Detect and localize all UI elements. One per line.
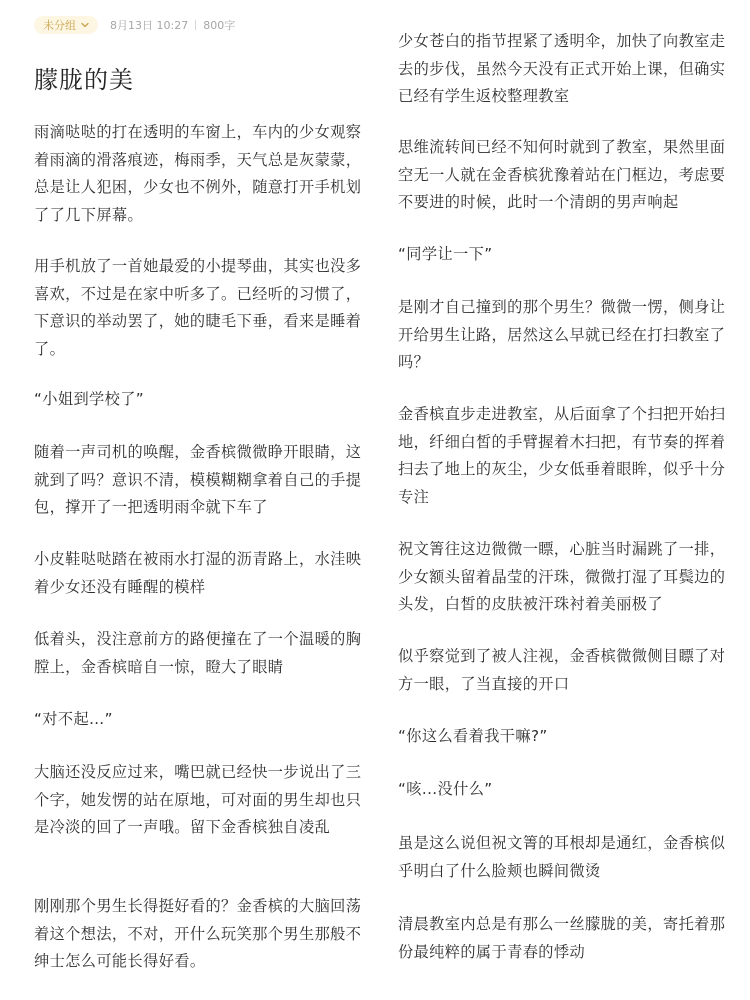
paragraph[interactable]: 用手机放了一首她最爱的小提琴曲，其实也没多喜欢，不过是在家中听多了。已经听的习惯了，下意识的举动罢了，她的睫毛下垂，看来是睡着了。: [34, 257, 362, 358]
paragraph[interactable]: 虽是这么说但祝文箐的耳根却是通红，金香槟似乎明白了什么脸颊也瞬间微烫: [398, 834, 726, 880]
paragraph[interactable]: 祝文箐往这边微微一瞟，心脏当时漏跳了一排，少女额头留着晶莹的汗珠，微微打湿了耳鬓边的头发，白皙的皮肤被汗珠衬着美丽极了: [398, 540, 726, 613]
paragraph[interactable]: 似乎察觉到了被人注视，金香槟微微侧目瞟了对方一眼，了当直接的开口: [398, 647, 726, 693]
paragraph[interactable]: 是刚才自己撞到的那个男生？微微一愣，侧身让开给男生让路，居然这么早就已经在打扫教室了吗？: [398, 298, 726, 371]
note-meta-row: [34, 14, 235, 36]
paragraph[interactable]: 大脑还没反应过来，嘴巴就已经快一步说出了三个字，她发愣的站在原地，可对面的男生却也只是冷淡的回了一声哦。留下金香槟独自凌乱: [34, 763, 362, 836]
left-column: [34, 0, 364, 1000]
paragraph[interactable]: “咳...没什么”: [398, 780, 493, 798]
paragraph[interactable]: “同学让一下”: [398, 245, 493, 263]
paragraph[interactable]: 刚刚那个男生长得挺好看的？金香槟的大脑回荡着这个想法，不对，开什么玩笑那个男生那般不绅士怎么可能长得好看。: [34, 897, 362, 970]
paragraph[interactable]: 小皮鞋哒哒踏在被雨水打湿的沥青路上，水洼映着少女还没有睡醒的模样: [34, 550, 362, 596]
right-column: [398, 0, 728, 1000]
group-label: 未分组: [43, 19, 76, 32]
paragraph[interactable]: 清晨教室内总是有那么一丝朦胧的美，寄托着那份最纯粹的属于青春的悸动: [398, 915, 726, 961]
paragraph[interactable]: 雨滴哒哒的打在透明的车窗上，车内的少女观察着雨滴的滑落痕迹，梅雨季，天气总是灰蒙蒙，总是让人犯困，少女也不例外，随意打开手机划了了几下屏幕。: [34, 123, 362, 224]
paragraph[interactable]: 少女苍白的指节捏紧了透明伞，加快了向教室走去的步伐，虽然今天没有正式开始上课，但确实已经有学生返校整理教室: [398, 32, 726, 105]
chevron-down-icon: [80, 20, 90, 30]
note-date: 8月13日 10:27: [110, 19, 189, 32]
word-count: 800字: [203, 19, 236, 32]
paragraph[interactable]: 思维流转间已经不知何时就到了教室，果然里面空无一人就在金香槟犹豫着站在门框边，考虑要不要进的时候，此时一个清朗的男声响起: [398, 138, 726, 211]
note-title[interactable]: 朦胧的美: [34, 66, 134, 94]
paragraph[interactable]: 随着一声司机的唤醒，金香槟微微睁开眼睛，这就到了吗？意识不清，模模糊糊拿着自己的手提包，撑开了一把透明雨伞就下车了: [34, 443, 362, 516]
paragraph[interactable]: 低着头，没注意前方的路便撞在了一个温暖的胸膛上，金香槟暗自一惊，瞪大了眼睛: [34, 630, 362, 676]
paragraph[interactable]: “小姐到学校了”: [34, 390, 145, 408]
paragraph[interactable]: “对不起…”: [34, 710, 113, 728]
group-selector[interactable]: [34, 16, 98, 34]
meta-divider: [195, 20, 196, 30]
paragraph[interactable]: “你这么看着我干嘛?”: [398, 727, 548, 745]
paragraph[interactable]: 金香槟直步走进教室，从后面拿了个扫把开始扫地，纤细白皙的手臂握着木扫把，有节奏的挥着扫去了地上的灰尘，少女低垂着眼眸，似乎十分专注: [398, 405, 726, 506]
